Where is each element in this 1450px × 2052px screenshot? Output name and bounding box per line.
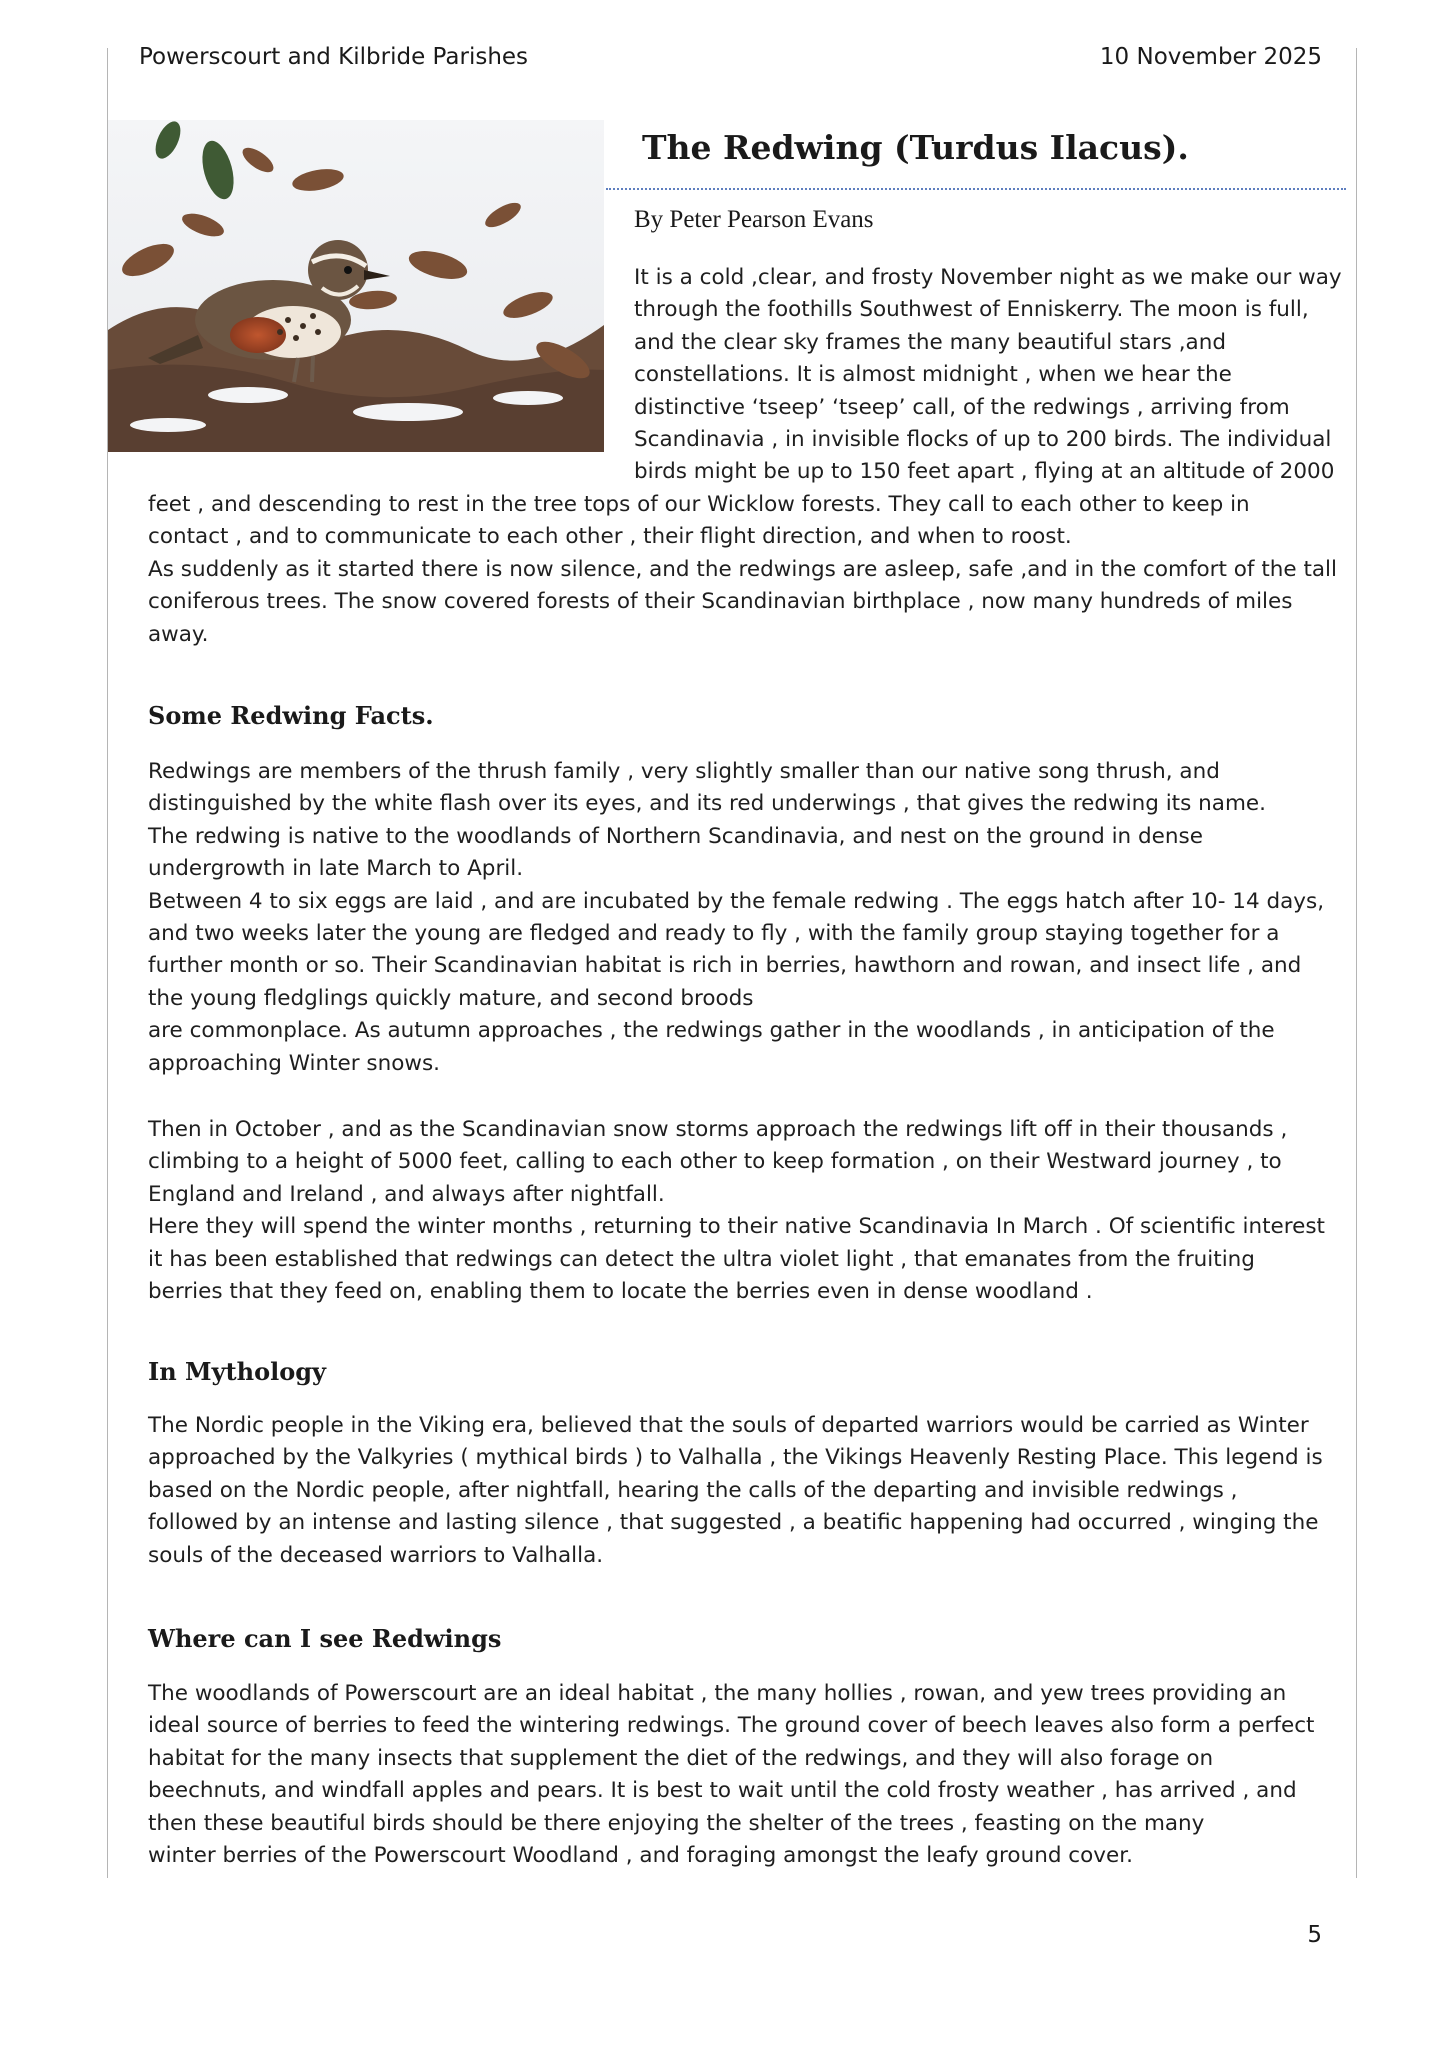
intro-line: distinctive ‘tseep’ ‘tseep’ call, of the redwings , arriving from (634, 394, 1290, 420)
body-line: beechnuts, and windfall apples and pears. It is best to wait until the cold frosty weather , has arrived , and (148, 1778, 1297, 1804)
issue-date: 10 November 2025 (1099, 44, 1322, 70)
body-line: further month or so. Their Scandinavian habitat is rich in berries, hawthorn and rowan, and insect life , and (148, 953, 1302, 979)
body-line: coniferous trees. The snow covered forests of their Scandinavian birthplace , now many hundreds of miles (148, 589, 1293, 615)
publication-name: Powerscourt and Kilbride Parishes (139, 44, 529, 70)
body-line: and two weeks later the young are fledged and ready to fly , with the family group staying together for a (148, 921, 1280, 947)
page-number: 5 (1307, 1922, 1322, 1948)
intro-continuation (148, 489, 1358, 651)
facts-paragraph-2 (148, 1114, 1358, 1308)
body-line: feet , and descending to rest in the tree tops of our Wicklow forests. They call to each other to keep in (148, 492, 1250, 517)
section-heading-mythology: In Mythology (148, 1357, 326, 1386)
intro-line: birds might be up to 150 feet apart , flying at an altitude of 2000 (634, 459, 1335, 485)
body-line: away. (148, 621, 209, 647)
body-line: Then in October , and as the Scandinavian snow storms approach the redwings lift off in their thousands , (148, 1117, 1288, 1142)
body-line: ideal source of berries to feed the wintering redwings. The ground cover of beech leaves also form a perfect (148, 1713, 1315, 1739)
body-line: winter berries of the Powerscourt Woodland , and foraging amongst the leafy ground cover. (148, 1843, 1133, 1869)
intro-line: through the foothills Southwest of Enniskerry. The moon is full, (634, 297, 1309, 323)
body-line: then these beautiful birds should be there enjoying the shelter of the trees , feasting on the many (148, 1810, 1205, 1836)
body-line: contact , and to communicate to each other , their flight direction, and when to roost. (148, 524, 1072, 550)
intro-line: and the clear sky frames the many beautiful stars ,and (634, 329, 1226, 355)
body-line: The woodlands of Powerscourt are an ideal habitat , the many hollies , rowan, and yew trees providing an (148, 1681, 1287, 1706)
intro-line: It is a cold ,clear, and frosty November night as we make our way (634, 265, 1342, 290)
facts-paragraph-1 (148, 756, 1358, 1080)
intro-line: constellations. It is almost midnight , when we hear the (634, 362, 1232, 388)
body-line: Redwings are members of the thrush family , very slightly smaller than our native song thrush, and (148, 759, 1220, 784)
body-line: berries that they feed on, enabling them to locate the berries even in dense woodland . (148, 1279, 1093, 1305)
section-heading-facts: Some Redwing Facts. (148, 701, 434, 730)
body-line: based on the Nordic people, after nightfall, hearing the calls of the departing and invisible redwings , (148, 1477, 1238, 1503)
body-line: Between 4 to six eggs are laid , and are incubated by the female redwing . The eggs hatch after 10- 14 days, (148, 888, 1325, 914)
body-line: distinguished by the white flash over its eyes, and its red underwings , that gives the redwing its name. (148, 791, 1266, 817)
body-line: undergrowth in late March to April. (148, 856, 524, 882)
body-line: England and Ireland , and always after nightfall. (148, 1181, 665, 1207)
body-line: As suddenly as it started there is now silence, and the redwings are asleep, safe ,and in the comfort of the tall (148, 556, 1338, 582)
body-line: habitat for the many insects that supplement the diet of the redwings, and they will also forage on (148, 1745, 1214, 1771)
body-line: The redwing is native to the woodlands of Northern Scandinavia, and nest on the ground in dense (148, 823, 1203, 849)
redwing-photo (108, 120, 604, 452)
intro-paragraph (634, 262, 1356, 489)
section-heading-where: Where can I see Redwings (148, 1624, 502, 1653)
title-dotted-rule (606, 188, 1346, 190)
body-line: the young fledglings quickly mature, and second broods (148, 985, 754, 1011)
where-paragraph (148, 1678, 1358, 1872)
body-line: are commonplace. As autumn approaches , the redwings gather in the woodlands , in anticipation of the (148, 1018, 1275, 1044)
body-line: climbing to a height of 5000 feet, calling to each other to keep formation , on their Westward journey , to (148, 1149, 1282, 1175)
intro-line: Scandinavia , in invisible flocks of up to 200 birds. The individual (634, 427, 1332, 453)
body-line: Here they will spend the winter months , returning to their native Scandinavia In March . Of scientific interest (148, 1214, 1325, 1240)
body-line: souls of the deceased warriors to Valhalla. (148, 1542, 604, 1568)
body-line: followed by an intense and lasting silence , that suggested , a beatific happening had occurred , winging the (148, 1510, 1319, 1536)
body-line: approaching Winter snows. (148, 1050, 441, 1076)
mythology-paragraph (148, 1410, 1358, 1572)
body-line: The Nordic people in the Viking era, believed that the souls of departed warriors would be carried as Winter (148, 1413, 1309, 1438)
article-title: The Redwing (Turdus Ilacus). (642, 128, 1189, 167)
article-byline: By Peter Pearson Evans (634, 206, 874, 233)
body-line: approached by the Valkyries ( mythical birds ) to Valhalla , the Vikings Heavenly Resting Place. This legend is (148, 1445, 1323, 1471)
body-line: it has been established that redwings can detect the ultra violet light , that emanates from the fruiting (148, 1246, 1255, 1272)
